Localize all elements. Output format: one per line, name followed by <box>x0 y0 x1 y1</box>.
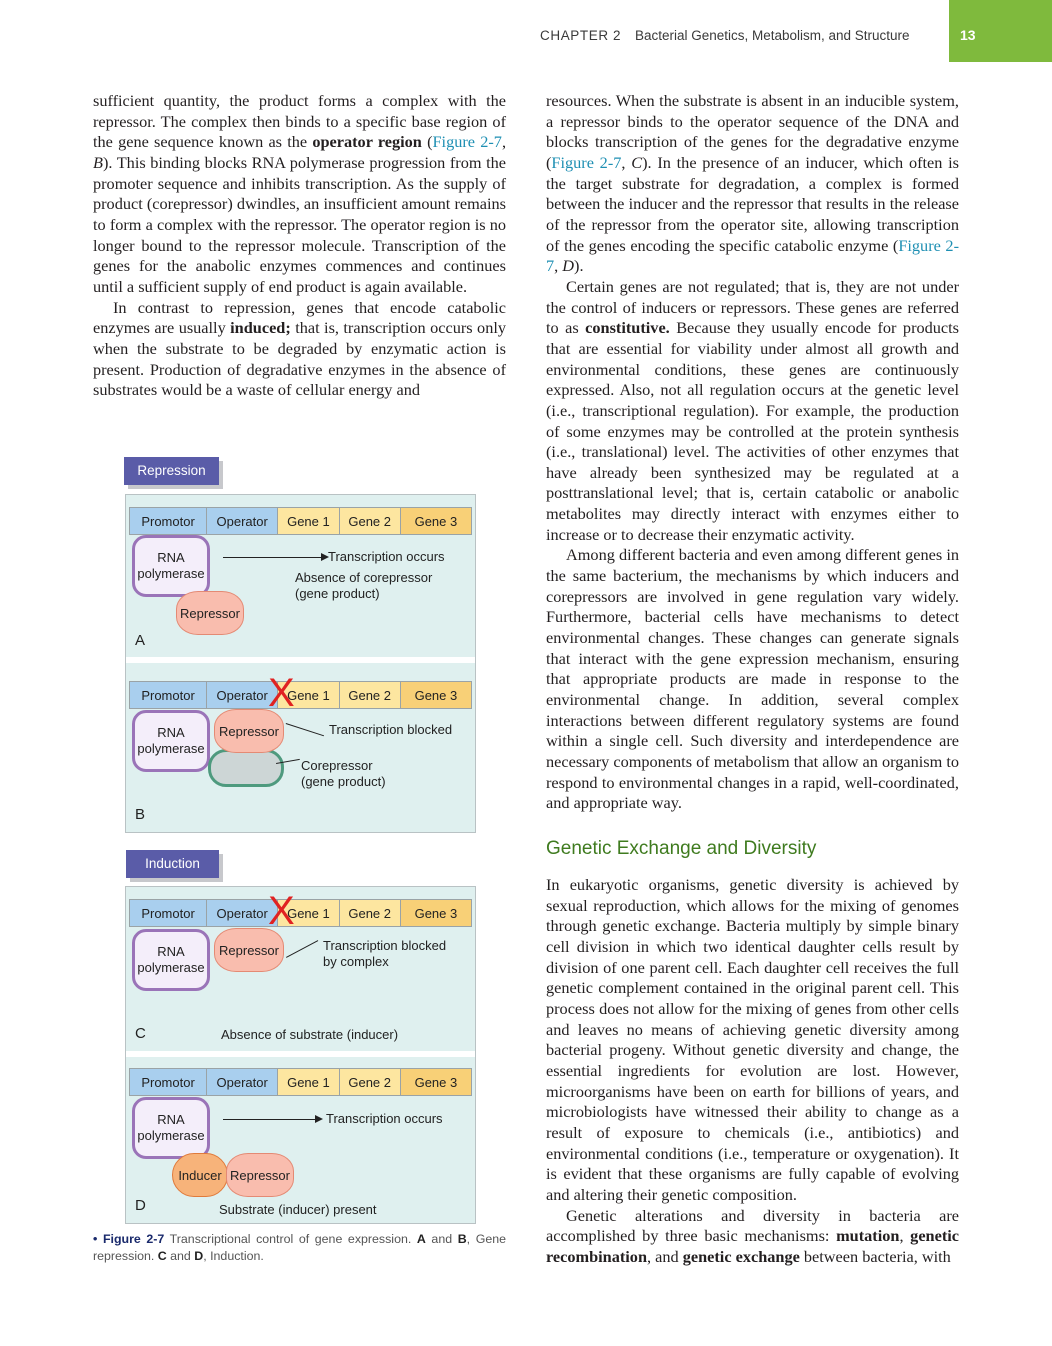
note-a: Absence of corepressor (gene product) <box>295 570 433 601</box>
blocked-x-mark: X <box>268 671 295 715</box>
text-run: Certain genes are not regulated; that is, they are not under the control of inducers or repressors. These genes are referred to as <box>546 276 959 338</box>
bold-term: genetic exchange <box>682 1246 800 1266</box>
dna-strand-a <box>129 507 472 535</box>
repressor: Repressor <box>214 928 284 972</box>
leader-line <box>286 723 324 736</box>
text-run: , <box>899 1226 911 1246</box>
promotor-segment: Promotor <box>130 508 207 534</box>
rna-polymerase: RNA polymerase <box>132 710 210 772</box>
rna-polymerase: RNA polymerase <box>132 535 210 597</box>
repressor: Repressor <box>214 709 284 753</box>
caption-bullet: • <box>93 1232 98 1246</box>
repressor: Repressor <box>226 1153 294 1197</box>
gene1-segment: Gene 1 <box>278 900 339 926</box>
chapter-title: Bacterial Genetics, Metabolism, and Structure <box>634 28 910 43</box>
bold-term: induced; <box>230 318 291 338</box>
gene2-segment: Gene 2 <box>340 508 401 534</box>
italic-text: C <box>631 152 643 172</box>
text-run: , and <box>647 1246 683 1266</box>
chapter-label: CHAPTER 2 <box>540 28 622 43</box>
caption-text: and <box>425 1232 458 1246</box>
panel-letter-a: A <box>135 632 146 649</box>
operator-segment: Operator <box>207 508 278 534</box>
note-d: Substrate (inducer) present <box>219 1202 377 1217</box>
bold-term: constitutive. <box>585 318 670 338</box>
panel-separator <box>126 1051 475 1057</box>
figure-link[interactable]: Figure 2-7 <box>432 132 502 152</box>
operator-segment: Operator <box>207 682 278 708</box>
text-run: ( <box>421 132 433 152</box>
arrow-label-d: Transcription occurs <box>326 1111 443 1126</box>
caption-text: , Induction. <box>203 1249 264 1263</box>
italic-text: D <box>562 256 575 276</box>
bold-term: mutation <box>836 1226 900 1246</box>
paragraph <box>546 277 959 546</box>
paragraph <box>93 298 506 401</box>
panel-letter-d: D <box>135 1197 146 1214</box>
inducer: Inducer <box>172 1153 228 1197</box>
text-run: ). <box>574 256 584 276</box>
running-header <box>540 24 910 48</box>
dna-strand-d <box>129 1068 472 1096</box>
gene2-segment: Gene 2 <box>340 1069 401 1095</box>
gene1-segment: Gene 1 <box>278 1069 339 1095</box>
paragraph <box>93 91 506 298</box>
text-run: , <box>554 256 563 276</box>
gene2-segment: Gene 2 <box>340 900 401 926</box>
text-run: ). In the presence of an inducer, which often is the target substrate for degradation, a complex is formed between the inducer and the repressor that results in the release of the repressor from the operator site, allowing transcription of the genes encoding the specific catabolic enzyme ( <box>546 152 960 255</box>
right-text-column-bottom <box>546 875 959 1267</box>
rna-polymerase: RNA polymerase <box>132 929 210 991</box>
paragraph <box>546 875 959 1206</box>
gene1-segment: Gene 1 <box>278 682 339 708</box>
caption-text: and <box>166 1249 195 1263</box>
right-text-column-top <box>546 91 959 814</box>
blocked-x-mark: X <box>268 889 295 933</box>
transcription-arrow <box>223 557 327 558</box>
panel-letter-b: B <box>135 806 146 823</box>
text-run: Genetic alterations and diversity in bacteria are accomplished by three basic mechanisms: <box>546 1205 959 1246</box>
text-run: In contrast to repression, genes that encode catabolic enzymes are usually <box>93 297 506 338</box>
text-run: Among different bacteria and even among different genes in the same bacterium, the mechanisms by which inducers and corepressors are involved in gene regulation vary widely. Furthermore, bacterial cells have mechanisms to detect environmental changes. These changes can generate signals that interact with the gene expression mechanism, ensuring that appropriate products are made in response to the environmental change. In addition, several complex interactions between different regulatory systems are found within a single cell. Such diversity and interdependence are necessary components of metabolism that allow an organism to respond to environmental changes in a rapid, well-coordinated, and appropriate way. <box>546 545 959 813</box>
induction-tab: Induction <box>126 850 219 878</box>
figure-caption <box>93 1231 506 1265</box>
left-text-column <box>93 91 506 401</box>
section-heading: Genetic Exchange and Diversity <box>546 838 817 859</box>
text-run: ). This binding blocks RNA polymerase progression from the promoter sequence and inhibits transcription. As the supply of product (corepressor) dwindles, an insufficient amount remains to form a complex with the repressor. The operator region is no longer bound to the repressor molecule. Transcription of the genes for the anabolic enzymes commences and continues until a sufficient supply of end product is again available. <box>93 152 506 296</box>
promotor-segment: Promotor <box>130 1069 207 1095</box>
repression-tab: Repression <box>124 457 219 485</box>
italic-text: B <box>93 152 103 172</box>
text-run: between bacteria, with <box>799 1246 951 1266</box>
text-run: sufficient quantity, the product forms a complex with the repressor. The complex then binds to a specific base region of the gene sequence known as the <box>93 91 506 152</box>
bold-term: operator region <box>312 132 422 152</box>
caption-letter-b: B <box>457 1232 467 1246</box>
gene3-segment: Gene 3 <box>401 682 471 708</box>
panel-letter-c: C <box>135 1025 146 1042</box>
caption-letter-c: C <box>157 1249 167 1263</box>
corepressor-shape <box>208 749 284 787</box>
text-run: , <box>621 152 632 172</box>
promotor-segment: Promotor <box>130 900 207 926</box>
paragraph <box>546 91 959 277</box>
operator-segment: Operator <box>207 1069 278 1095</box>
promotor-segment: Promotor <box>130 682 207 708</box>
operator-segment: Operator <box>207 900 278 926</box>
figure-link[interactable]: Figure 2-7 <box>546 235 959 276</box>
text-run: In eukaryotic organisms, genetic diversity is achieved by sexual reproduction, which allows for the mixing of genomes through genetic exchange. Bacteria multiply by simple binary cell division in which two identical daughter cells result by division of one parent cell. Each daughter cell receives the full genetic complement contained in the original parent cell. This process does not allow for the mixing of genes from other cells and leaves no means of achieving genetic diversity among bacterial progeny. Without genetic diversity and change, the essential ingredients for evolution are lost. However, microorganisms have been on earth for billions of years, and microbiologists have witnessed their ability to change as a result of exposure to chemicals (i.e., antibiotics) and environmental conditions (i.e., temperature or oxygenation). It is evident that these organisms are fully capable of evolving and altering their genetic composition. <box>546 875 959 1204</box>
paragraph <box>546 1206 959 1268</box>
note-b: Corepressor (gene product) <box>301 758 386 789</box>
gene3-segment: Gene 3 <box>401 900 471 926</box>
arrow-label-c: Transcription blocked by complex <box>323 938 447 969</box>
caption-figure-label: Figure 2-7 <box>102 1232 165 1246</box>
gene2-segment: Gene 2 <box>340 682 401 708</box>
gene3-segment: Gene 3 <box>401 1069 471 1095</box>
paragraph <box>546 545 959 814</box>
transcription-arrow <box>223 1119 321 1120</box>
repressor: Repressor <box>176 591 244 635</box>
caption-letter-a: A <box>416 1232 426 1246</box>
induction-panel <box>125 886 476 1224</box>
bold-term: genetic recombination <box>546 1226 959 1266</box>
caption-letter-d: D <box>194 1249 204 1263</box>
figure-link[interactable]: Figure 2-7 <box>551 152 622 172</box>
leader-line <box>286 940 318 958</box>
caption-text: Transcriptional control of gene expression. <box>164 1232 417 1246</box>
arrow-label-b: Transcription blocked <box>329 722 453 737</box>
caption-text: , Gene repression. <box>93 1232 507 1263</box>
text-run: Because they usually encode for products that are essential for viability under almost all growth and environmental conditions, these genes are continuously expressed. Also, not all regulation occurs at the genetic level (i.e., transcriptional regulation). For example, the production of some enzymes may be controlled at the protein synthesis (i.e., translational) level. The activities of other enzymes that have already been synthesized may be regulated at a posttranslational level; that is, certain catabolic or anabolic metabolites may directly interact with enzymes either to increase or to decrease their enzymatic activity. <box>546 318 959 544</box>
gene1-segment: Gene 1 <box>278 508 339 534</box>
text-run: resources. When the substrate is absent in an inducible system, a repressor binds to the operator sequence of the DNA and blocks transcription of the genes for the degradative enzyme ( <box>546 91 959 172</box>
dna-strand-c <box>129 899 472 927</box>
gene3-segment: Gene 3 <box>401 508 471 534</box>
page-number-box <box>949 0 1052 62</box>
panel-separator <box>126 657 475 663</box>
text-run: that is, transcription occurs only when the substrate to be degraded by enzymatic action is present. Production of degradative enzymes in the absence of substrates would be a waste of cellular energy and <box>93 318 506 400</box>
text-run: , <box>501 132 507 152</box>
repression-panel <box>125 494 476 833</box>
dna-strand-b <box>129 681 472 709</box>
note-c: Absence of substrate (inducer) <box>221 1027 399 1042</box>
arrow-label-a: Transcription occurs <box>328 549 445 564</box>
rna-polymerase: RNA polymerase <box>132 1097 210 1159</box>
page-number: 13 <box>960 27 976 43</box>
